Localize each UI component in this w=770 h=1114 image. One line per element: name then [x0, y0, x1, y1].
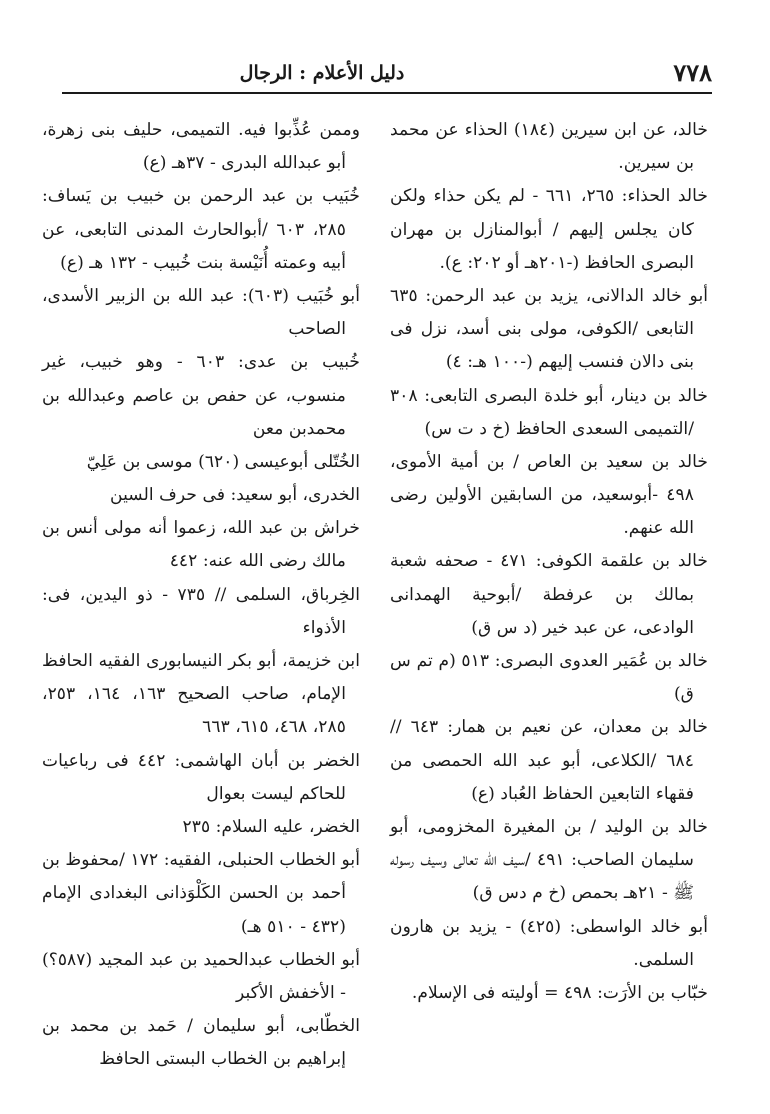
index-entry: خُبيب بن عدى: ٦٠٣ - وهو خبيب، غير منسوب، عن حفص بن عاصم وعبدالله بن محمدبن معن	[42, 352, 361, 439]
index-entry: خالد بن علقمة الكوفى: ٤٧١ - صحفه شعبة بمالك بن عرفطة /أبوحية الهمدانى الوادعى، عن عبد خير (د س ق)	[390, 551, 708, 638]
left-column	[42, 114, 360, 1076]
right-column	[390, 114, 708, 1010]
index-entry: خراش بن عبد الله، زعموا أنه مولى أنس بن مالك رضى الله عنه: ٤٤٢	[42, 518, 360, 572]
index-entry: ابن خزيمة، أبو بكر النيسابورى الفقيه الحافظ الإمام، صاحب الصحيح ١٦٣، ١٦٤، ٢٥٣، ٢٨٥، ٤٦٨، ٦١٥، ٦٦٣	[42, 651, 360, 738]
index-entry: الخُتّلى أبوعيسى (٦٢٠) موسى بن عَلِيّ	[86, 451, 360, 472]
index-entry: الخدرى، أبو سعيد: فى حرف السين	[110, 485, 360, 506]
index-entry: الخطّابى، أبو سليمان / حَمد بن محمد بن إبراهيم بن الخطاب البستى الحافظ	[42, 1016, 360, 1070]
index-entry: أبو خُبَيب (٦٠٣): عبد الله بن الزبير الأسدى، الصاحب	[42, 285, 360, 340]
index-entry: خالد بن دينار، أبو خلدة البصرى التابعى: ٣٠٨ /التميمى السعدى الحافظ (خ د ت س)	[390, 385, 708, 439]
page-header	[62, 56, 712, 90]
index-entry: الخِرباق، السلمى // ٧٣٥ - ذو اليدين، فى: الأذواء	[42, 584, 360, 638]
index-entry: الخضر بن أبان الهاشمى: ٤٤٢ فى رباعيات للحاكم ليست بعوال	[42, 750, 360, 804]
index-entry: أبو الخطاب عبدالحميد بن عبد المجيد (٥٨٧؟) - الأخفش الأكبر	[42, 949, 360, 1003]
index-entry: خالد بن معدان، عن نعيم بن همار: ٦٤٣ // ٦٨٤ /الكلاعى، أبو عبد الله الحمصى من فقهاء التابعين الحفاظ العُباد (ع)	[390, 717, 709, 804]
index-entry: خُبَيب بن عبد الرحمن بن خبيب بن يَساف: ٢٨٥، ٦٠٣ /أبوالحارث المدنى التابعى، عن أبيه وعمته أُنَيْسة بنت خُبيب - ١٣٢ هـ (ع)	[42, 186, 360, 273]
header-rule	[62, 92, 712, 94]
index-entry: وممن عُذِّبوا فيه. التميمى، حليف بنى زهرة، أبو عبدالله البدرى - ٣٧هـ (ع)	[42, 120, 360, 174]
index-entry: أبو الخطاب الحنبلى، الفقيه: ١٧٢ /محفوظ بن أحمد بن الحسن الكَلْوَذانى البغدادى الإمام (٤٣٢ - ٥١٠ هـ)	[42, 850, 360, 937]
running-title: دليل الأعلام : الرجال	[239, 62, 405, 84]
index-entry: خالد، عن ابن سيرين (١٨٤) الحذاء عن محمد بن سيرين.	[390, 120, 708, 174]
index-entry: الخضر، عليه السلام: ٢٣٥	[182, 816, 360, 837]
index-entry: خالد بن الوليد / بن المغيرة المخزومى، أبو سليمان الصاحب: ٤٩١ /سيف الله تعالى وسيف رسوله ﷺ - ٢١هـ بحمص (خ م دس ق)	[390, 816, 708, 904]
index-entry: خالد بن سعيد بن العاص / بن أمية الأموى، ٤٩٨ -أبوسعيد، من السابقين الأولين رضى الله عنهم.	[390, 451, 708, 539]
index-entry: خالد بن عُمَير العدوى البصرى: ٥١٣ (م تم س ق)	[390, 651, 708, 705]
index-entry: خالد الحذاء: ٢٦٥، ٦٦١ - لم يكن حذاء ولكن كان يجلس إليهم / أبوالمنازل بن مهران البصرى الحافظ (-٢٠١هـ أو ٢٠٢: ع).	[390, 186, 709, 273]
index-entry: خبّاب بن الأرَت: ٤٩٨ = أوليته فى الإسلام.	[411, 982, 708, 1003]
page-number: ٧٧٨	[673, 58, 712, 87]
index-entry: أبو خالد الواسطى: (٤٢٥) - يزيد بن هارون السلمى.	[390, 916, 708, 970]
index-entry: أبو خالد الدالانى، يزيد بن عبد الرحمن: ٦٣٥ التابعى /الكوفى، مولى بنى أسد، نزل فى بنى دالان فنسب إليهم (-١٠٠ هـ: ٤)	[390, 285, 708, 373]
